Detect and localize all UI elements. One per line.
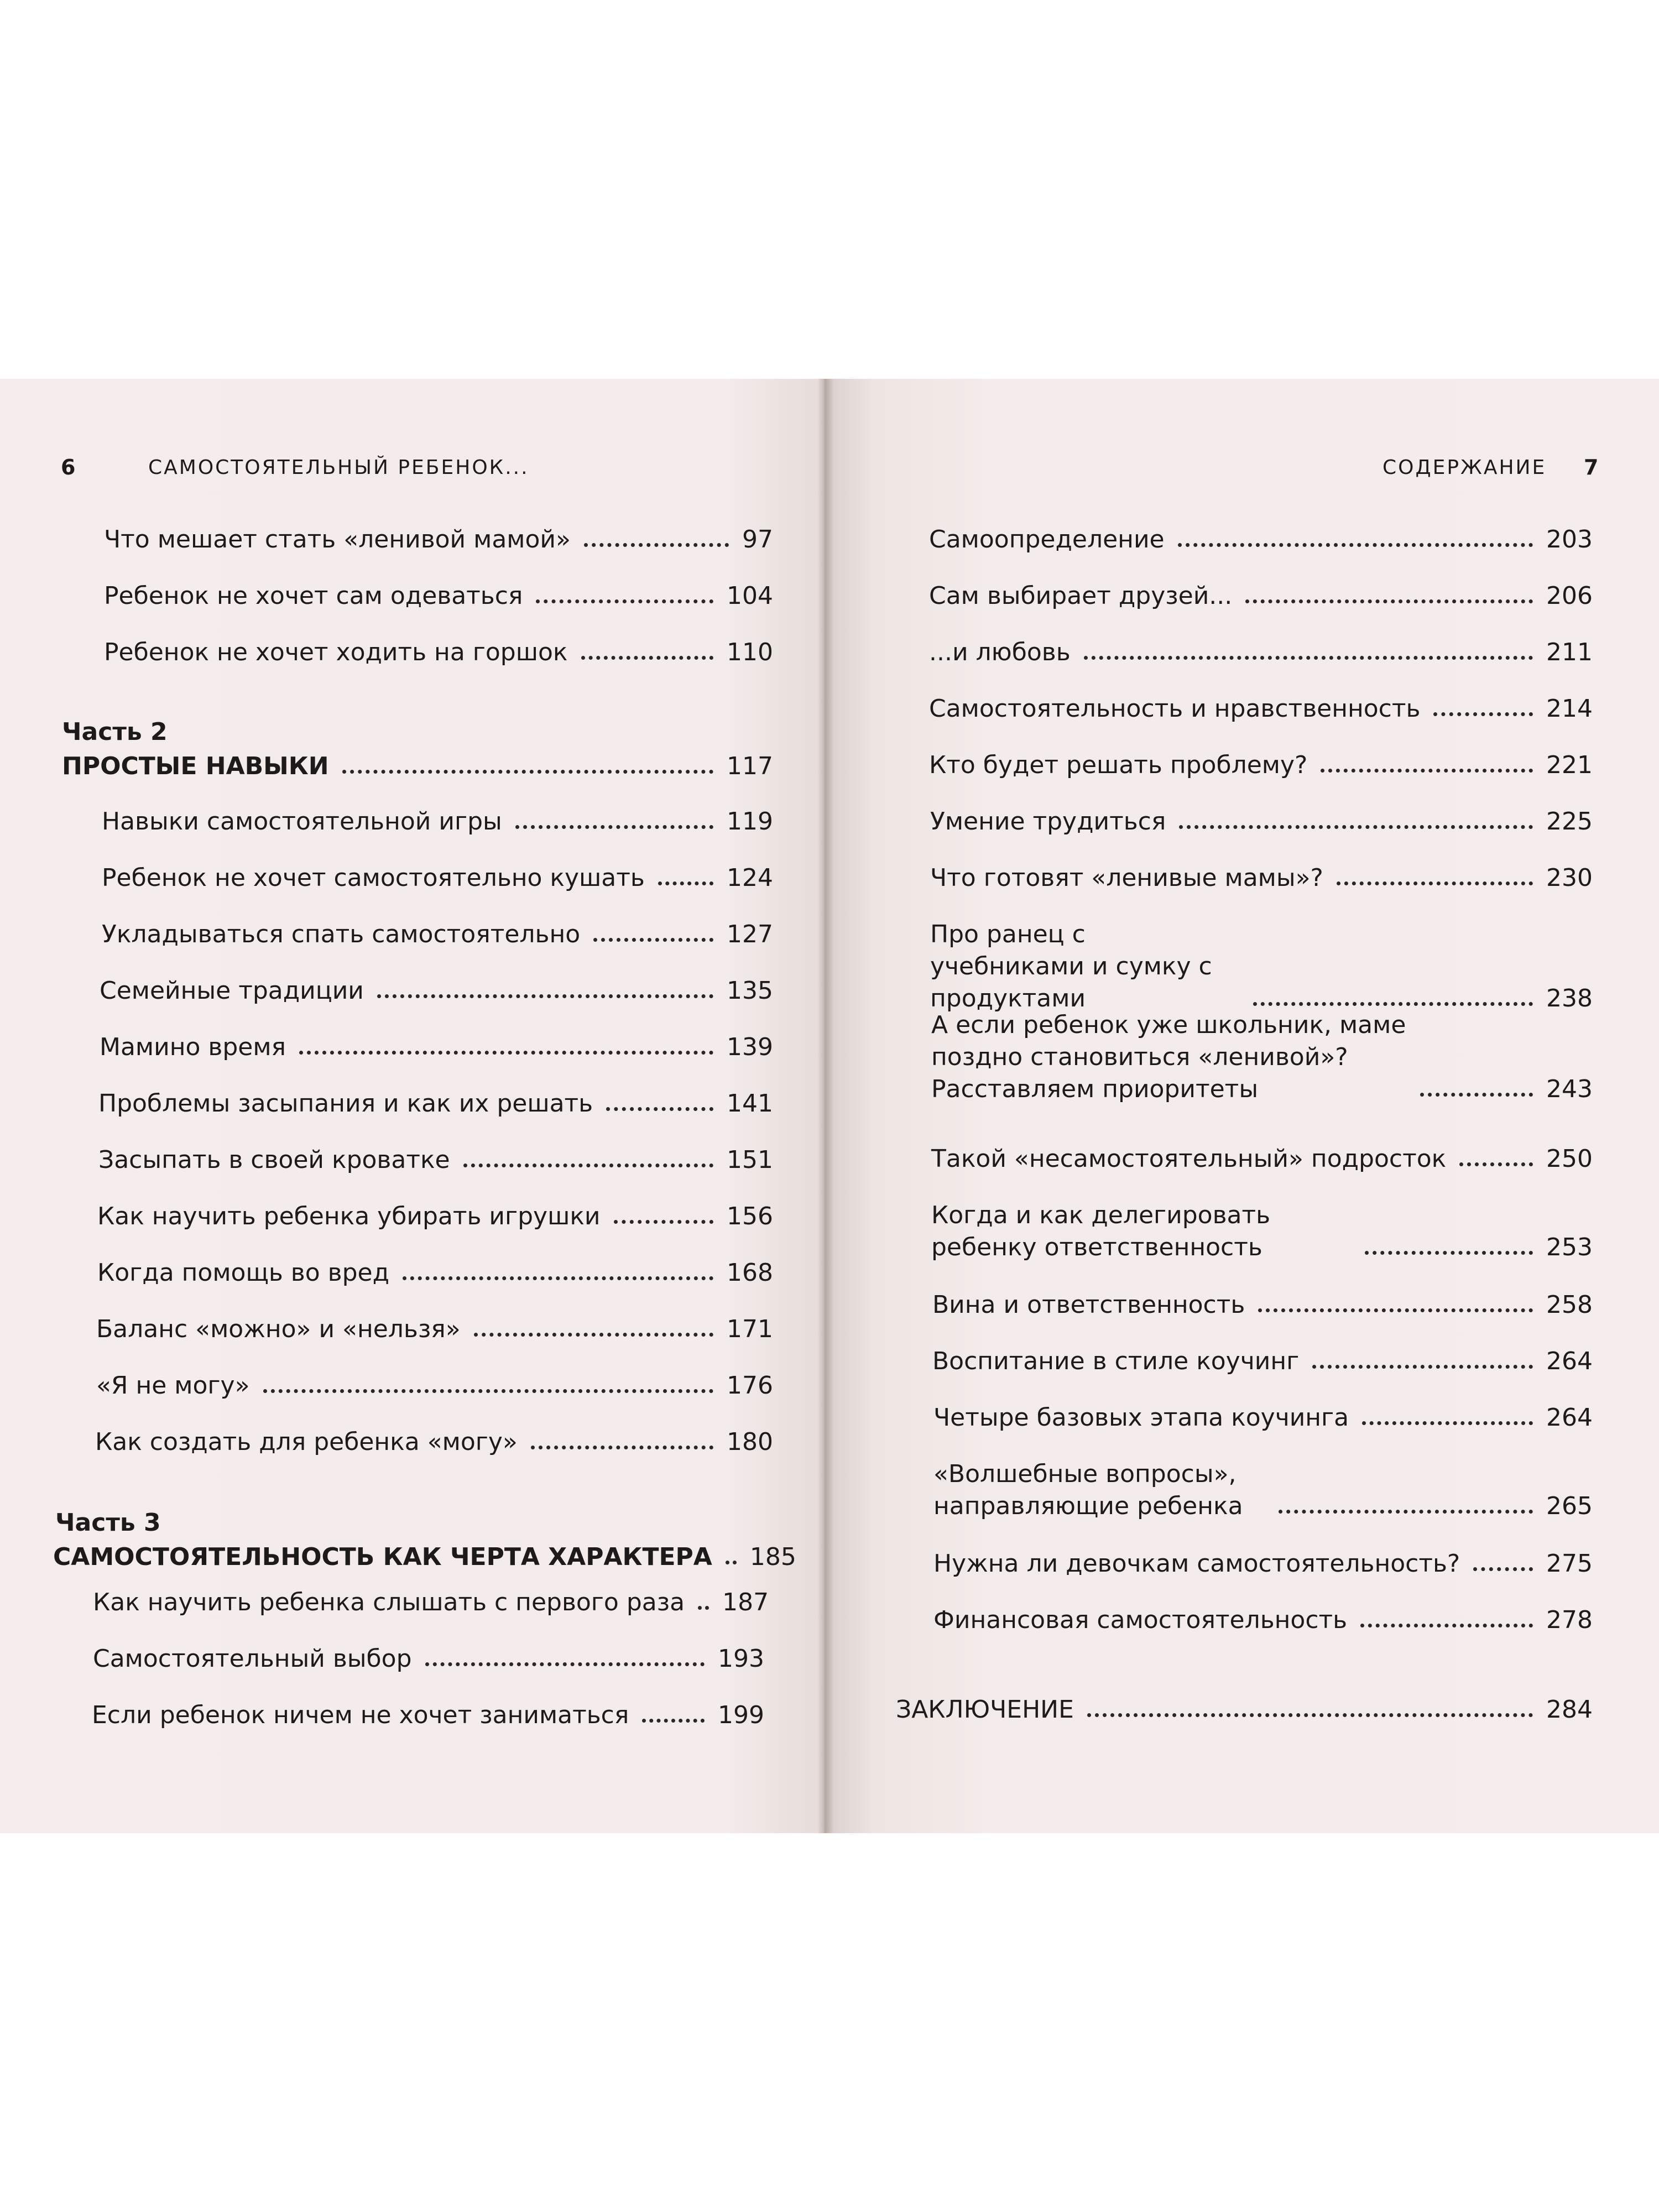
toc-entry-page: 168: [727, 1259, 773, 1287]
toc-entry: [929, 693, 1593, 725]
dot-leader: [1420, 1093, 1533, 1097]
dot-leader: [1473, 1567, 1533, 1571]
toc-entry: [933, 1604, 1593, 1636]
toc-entry: [933, 1458, 1593, 1522]
toc-entry: [931, 1143, 1593, 1175]
toc-entry: [104, 637, 773, 669]
dot-leader: [642, 1719, 705, 1723]
dot-leader: [1084, 656, 1533, 660]
dot-leader: [726, 1561, 737, 1564]
toc-entry: [931, 1009, 1593, 1105]
toc-entry: [100, 975, 773, 1007]
toc-entry: [93, 1587, 769, 1619]
dot-leader: [1459, 1162, 1533, 1166]
dot-leader: [593, 938, 713, 942]
toc-entry-page: 214: [1546, 695, 1593, 723]
toc-entry-title: Такой «несамостоятельный» подросток: [931, 1145, 1447, 1173]
toc-heading-title: ПРОСТЫЕ НАВЫКИ: [62, 752, 329, 780]
toc-entry-title: Проблемы засыпания и как их решать: [98, 1089, 593, 1118]
toc-heading-title: САМОСТОЯТЕЛЬНОСТЬ КАК ЧЕРТА ХАРАКТЕРА: [53, 1543, 712, 1571]
toc-entry-title: Финансовая самостоятельность: [933, 1606, 1348, 1634]
toc-entry-page: 211: [1546, 638, 1593, 666]
toc-entry-page: 250: [1546, 1145, 1593, 1173]
toc-entry: [102, 919, 773, 951]
toc-entry-page: 117: [727, 752, 773, 780]
toc-conclusion: [896, 1694, 1593, 1726]
toc-entry-title: Самостоятельный выбор: [93, 1645, 412, 1673]
toc-entry: [98, 1144, 773, 1176]
toc-entry-page: 171: [727, 1315, 773, 1343]
toc-entry-title: Сам выбирает друзей...: [929, 582, 1233, 610]
toc-entry-title: Кто будет решать проблему?: [929, 751, 1308, 779]
toc-entry: [98, 1088, 773, 1120]
toc-entry-page: 104: [727, 582, 773, 610]
page-number: 6: [61, 455, 76, 479]
toc-entry: [97, 1257, 773, 1289]
dot-leader: [463, 1164, 713, 1167]
toc-entry-title: Ребенок не хочет самостоятельно кушать: [102, 864, 645, 892]
dot-leader: [1279, 1510, 1533, 1514]
toc-entry-page: 187: [722, 1588, 769, 1616]
toc-entry-page: 258: [1546, 1291, 1593, 1319]
dot-leader: [531, 1446, 713, 1449]
toc-entry-page: 180: [727, 1428, 773, 1456]
toc-entry-title: Если ребенок ничем не хочет заниматься: [92, 1701, 629, 1729]
toc-entry-page: 275: [1546, 1550, 1593, 1578]
toc-entry-title: Умение трудиться: [930, 807, 1166, 836]
dot-leader: [606, 1107, 713, 1111]
dot-leader: [1360, 1624, 1533, 1627]
toc-entry-title: Навыки самостоятельной игры: [102, 807, 502, 836]
toc-entry-page: 264: [1546, 1404, 1593, 1432]
toc-entry-page: 124: [727, 864, 773, 892]
toc-entry: [929, 749, 1593, 781]
dot-leader: [581, 656, 714, 660]
toc-entry-page: 264: [1546, 1347, 1593, 1375]
dot-leader: [1258, 1308, 1533, 1312]
toc-entry: [932, 1289, 1593, 1321]
toc-entry: [102, 862, 773, 894]
toc-entry-page: 176: [727, 1371, 773, 1400]
toc-entry-page: 206: [1546, 582, 1593, 610]
toc-entry-page: 265: [1546, 1492, 1593, 1520]
toc-entry: [930, 919, 1593, 1015]
toc-entry-page: 185: [749, 1543, 796, 1571]
dot-leader: [1312, 1365, 1533, 1369]
dot-leader: [1087, 1713, 1533, 1717]
toc-entry-title: Баланс «можно» и «нельзя»: [96, 1315, 461, 1343]
toc-entry: [931, 1199, 1593, 1264]
toc-entry: [929, 580, 1593, 612]
dot-leader: [1337, 881, 1533, 885]
toc-entry-title: Семейные традиции: [100, 977, 364, 1005]
toc-entry-page: 199: [718, 1701, 764, 1729]
book-spread: [0, 379, 1659, 1833]
toc-entry-title: Воспитание в стиле коучинг: [932, 1347, 1300, 1375]
dot-leader: [1362, 1421, 1533, 1425]
toc-entry: [97, 1201, 773, 1233]
dot-leader: [1433, 712, 1533, 716]
page-number: 7: [1584, 455, 1599, 479]
dot-leader: [584, 543, 729, 547]
dot-leader: [536, 599, 713, 603]
toc-entry-title: Про ранец с учебниками и сумку с продуктами: [930, 920, 1212, 1013]
dot-leader: [299, 1051, 713, 1055]
right-page: [824, 379, 1659, 1833]
toc-entry-title: Мамино время: [100, 1033, 286, 1061]
dot-leader: [403, 1276, 713, 1280]
toc-entry-page: 203: [1546, 525, 1593, 554]
toc-entry-page: 238: [1546, 984, 1593, 1013]
toc-entry-page: 139: [727, 1033, 773, 1061]
toc-entry-title: Что мешает стать «ленивой мамой»: [104, 525, 571, 554]
toc-entry: [100, 1031, 773, 1063]
toc-entry-title: ...и любовь: [929, 638, 1071, 666]
toc-entry-page: 127: [727, 920, 773, 948]
dot-leader: [1178, 543, 1533, 547]
toc-entry-title: «Я не могу»: [96, 1371, 250, 1400]
dot-leader: [425, 1662, 705, 1666]
toc-entry: [930, 862, 1593, 894]
toc-entry: [929, 637, 1593, 669]
toc-entry-title: Что готовят «ленивые мамы»?: [930, 864, 1323, 892]
toc-entry-title: Засыпать в своей кроватке: [98, 1146, 450, 1174]
toc-entry-title: А если ребенок уже школьник, маме поздно становиться «ленивой»? Расставляем приоритеты: [931, 1011, 1406, 1103]
toc-entry-title: Самоопределение: [929, 525, 1165, 554]
toc-part-heading: [62, 750, 773, 782]
running-head: СОДЕРЖАНИЕ: [1383, 456, 1547, 479]
toc-entry-page: 119: [727, 807, 773, 836]
toc-entry-page: 225: [1546, 807, 1593, 836]
toc-entry-page: 193: [718, 1645, 764, 1673]
dot-leader: [1321, 769, 1533, 773]
toc-entry-title: Четыре базовых этапа коучинга: [933, 1404, 1349, 1432]
dot-leader: [1179, 825, 1533, 829]
toc-entry-page: 97: [742, 525, 773, 554]
toc-entry: [929, 524, 1593, 556]
toc-part-heading: [53, 1541, 796, 1573]
toc-entry-title: ЗАКЛЮЧЕНИЕ: [896, 1695, 1074, 1724]
dot-leader: [614, 1220, 714, 1224]
toc-entry: [92, 1699, 764, 1731]
running-head: САМОСТОЯТЕЛЬНЫЙ РЕБЕНОК...: [148, 456, 529, 479]
dot-leader: [342, 770, 713, 774]
toc-entry-title: Когда помощь во вред: [97, 1259, 389, 1287]
toc-entry: [96, 1370, 773, 1402]
toc-entry-title: Как научить ребенка слышать с первого раза: [93, 1588, 685, 1616]
dot-leader: [1365, 1251, 1533, 1255]
toc-entry-title: «Волшебные вопросы», направляющие ребенка: [933, 1460, 1243, 1520]
dot-leader: [474, 1333, 713, 1337]
toc-entry-title: Ребенок не хочет сам одеваться: [104, 582, 523, 610]
toc-entry-title: Самостоятельность и нравственность: [929, 695, 1421, 723]
toc-entry-page: 156: [727, 1202, 773, 1230]
toc-entry-page: 253: [1546, 1233, 1593, 1261]
toc-entry-page: 141: [727, 1089, 773, 1118]
toc-entry: [102, 806, 773, 838]
toc-entry: [96, 1313, 773, 1345]
toc-entry-title: Вина и ответственность: [932, 1291, 1245, 1319]
toc-entry: [932, 1345, 1593, 1378]
toc-entry: [93, 1643, 764, 1675]
toc-entry: [933, 1548, 1593, 1580]
toc-entry-page: 230: [1546, 864, 1593, 892]
dot-leader: [658, 881, 713, 885]
toc-entry-page: 151: [727, 1146, 773, 1174]
toc-entry-page: 221: [1546, 751, 1593, 779]
toc-entry-title: Когда и как делегировать ребенку ответственность: [931, 1201, 1271, 1261]
toc-entry-title: Ребенок не хочет ходить на горшок: [104, 638, 568, 666]
dot-leader: [377, 994, 713, 998]
toc-entry: [933, 1402, 1593, 1434]
toc-entry-page: 243: [1546, 1075, 1593, 1103]
dot-leader: [1253, 1002, 1533, 1006]
part-label: Часть 2: [62, 718, 168, 746]
book-gutter: [817, 379, 834, 1833]
dot-leader: [263, 1389, 714, 1393]
toc-entry: [104, 580, 773, 612]
part-label: Часть 3: [55, 1509, 161, 1537]
toc-entry-page: 278: [1546, 1606, 1593, 1634]
toc-entry: [930, 806, 1593, 838]
toc-entry-title: Нужна ли девочкам самостоятельность?: [933, 1550, 1460, 1578]
toc-entry-page: 110: [727, 638, 773, 666]
toc-entry-title: Как научить ребенка убирать игрушки: [97, 1202, 601, 1230]
toc-entry-page: 135: [727, 977, 773, 1005]
toc-entry-title: Укладываться спать самостоятельно: [102, 920, 581, 948]
toc-entry: [95, 1426, 773, 1458]
dot-leader: [1245, 599, 1533, 603]
toc-entry: [104, 524, 773, 556]
left-page: [0, 379, 824, 1833]
toc-entry-title: Как создать для ребенка «могу»: [95, 1428, 518, 1456]
dot-leader: [515, 825, 713, 829]
toc-entry-page: 284: [1546, 1695, 1593, 1724]
dot-leader: [698, 1606, 709, 1610]
